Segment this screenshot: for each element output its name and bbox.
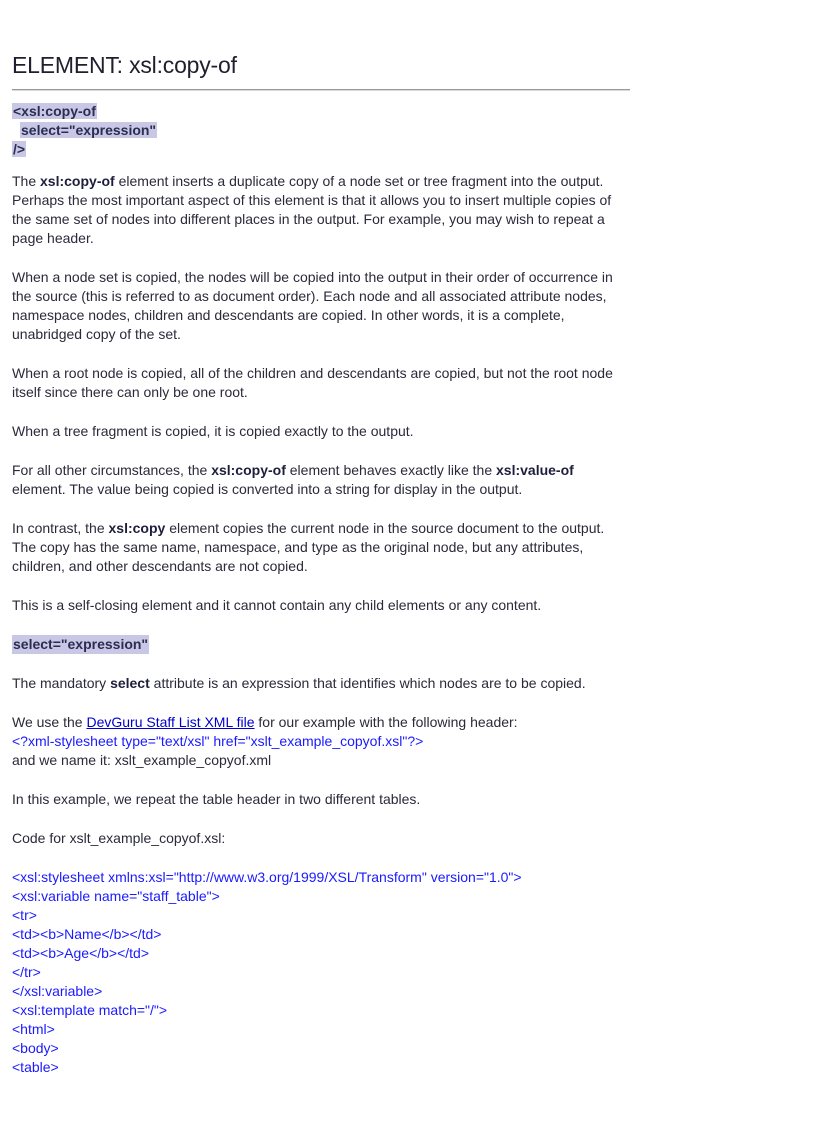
page-title: ELEMENT: xsl:copy-of — [12, 52, 237, 78]
example-name-line: and we name it: xslt_example_copyof.xml — [12, 752, 272, 768]
code-line: <xsl:template match="/"> — [12, 1002, 168, 1018]
code-label: Code for xslt_example_copyof.xsl: — [12, 830, 226, 846]
code-line: <table> — [12, 1059, 59, 1075]
paragraph-tree-fragment: When a tree fragment is copied, it is copied exactly to the output. — [12, 423, 414, 439]
bold-term: xsl:copy-of — [211, 462, 286, 478]
bold-term: select — [110, 675, 150, 691]
code-block — [12, 868, 630, 1077]
syntax-line-open: <xsl:copy-of — [13, 103, 96, 119]
syntax-block — [12, 102, 630, 159]
code-line: <html> — [12, 1021, 55, 1037]
attribute-heading-row — [12, 635, 630, 654]
attribute-heading: select="expression" — [13, 636, 149, 652]
paragraph-other-circumstances: For all other circumstances, the xsl:copy-of element behaves exactly like the xsl:value-of element. The value being copied is converted into a string for display in the output. — [12, 462, 574, 497]
example-repeat-line: In this example, we repeat the table header in two different tables. — [12, 791, 421, 807]
example-intro: We use the DevGuru Staff List XML file for our example with the following header: — [12, 714, 518, 730]
attribute-description: The mandatory select attribute is an expression that identifies which nodes are to be copied. — [12, 675, 586, 691]
code-line: <td><b>Name</b></td> — [12, 926, 162, 942]
bold-term: xsl:copy-of — [40, 173, 115, 189]
syntax-line-close: /> — [13, 141, 26, 157]
code-line: </xsl:variable> — [12, 983, 103, 999]
code-line: <tr> — [12, 907, 37, 923]
paragraph-contrast: In contrast, the xsl:copy element copies the current node in the source document to the output. The copy has the same name, namespace, and type as the original node, but any attributes, children, and other descendants are not copied. — [12, 520, 605, 574]
code-line: <body> — [12, 1040, 59, 1056]
document-page — [12, 50, 630, 1077]
paragraph-intro: The xsl:copy-of element inserts a duplicate copy of a node set or tree fragment into the output. Perhaps the most important aspect of this element is that it allows you to insert multiple copies of the same set of nodes into different places in the output. For example, you may wish to repeat a page header. — [12, 173, 612, 246]
title-divider — [12, 89, 630, 91]
code-line: <td><b>Age</b></td> — [12, 945, 150, 961]
paragraph-root-node: When a root node is copied, all of the children and descendants are copied, but not the root node itself since there can only be one root. — [12, 365, 613, 400]
paragraph-node-set: When a node set is copied, the nodes will be copied into the output in their order of occurrence in the source (this is referred to as document order). Each node and all associated attribute nodes, namespace nodes, children and descendants are copied. In other words, it is a complete, unabridged copy of the set. — [12, 269, 613, 342]
code-line: </tr> — [12, 964, 41, 980]
paragraph-self-closing: This is a self-closing element and it cannot contain any child elements or any content. — [12, 597, 542, 613]
syntax-line-attr: select="expression" — [21, 122, 157, 138]
code-line: <xsl:variable name="staff_table"> — [12, 888, 220, 904]
code-line: <xsl:stylesheet xmlns:xsl="http://www.w3.org/1999/XSL/Transform" version="1.0"> — [12, 869, 522, 885]
bold-term: xsl:copy — [108, 520, 166, 536]
example-header-code: <?xml-stylesheet type="text/xsl" href="xslt_example_copyof.xsl"?> — [12, 733, 424, 749]
bold-term: xsl:value-of — [496, 462, 574, 478]
staff-list-link[interactable]: DevGuru Staff List XML file — [86, 714, 255, 730]
